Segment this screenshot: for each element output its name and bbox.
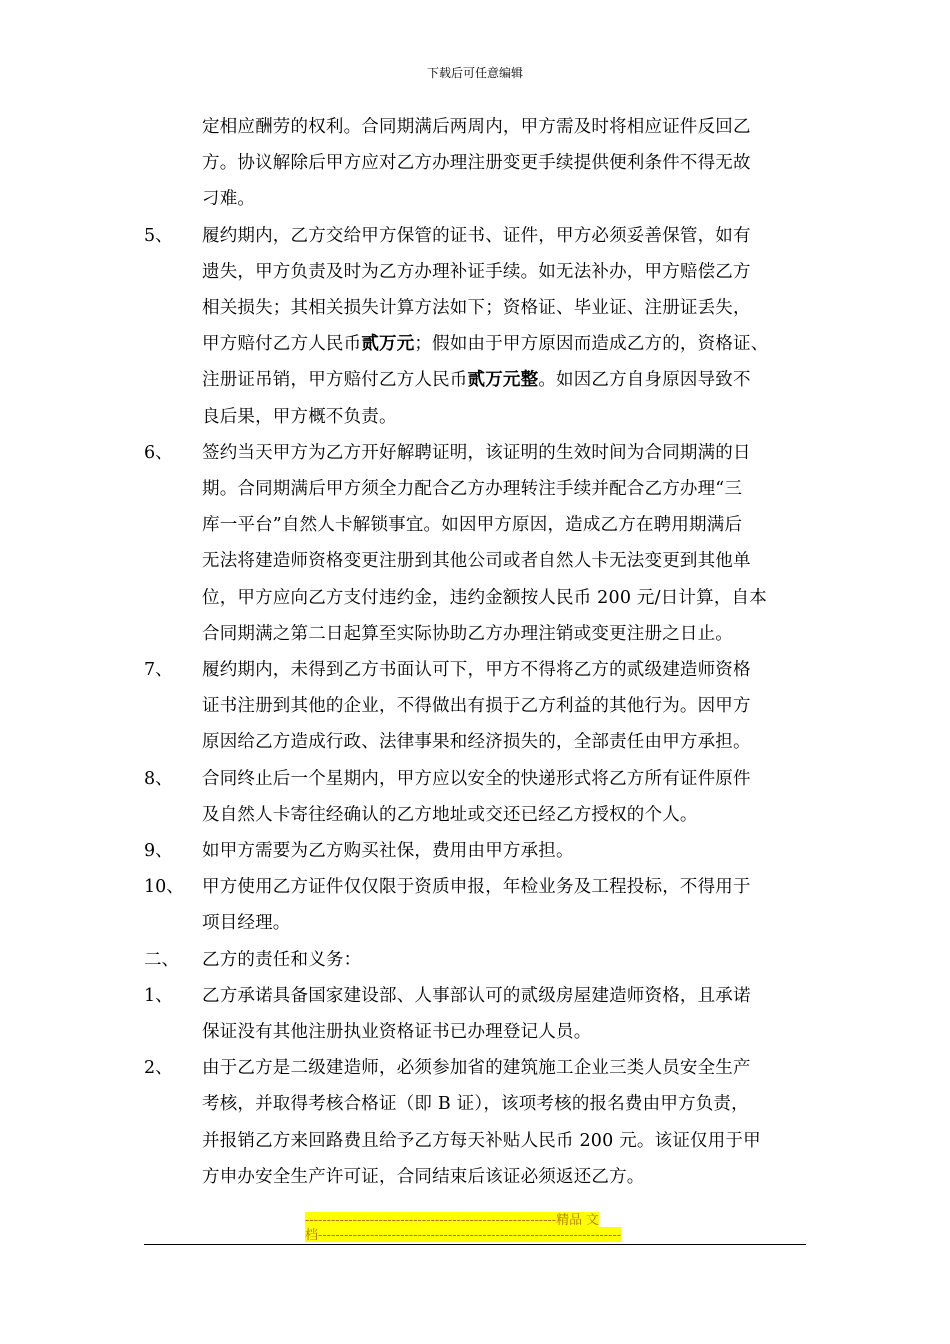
item-line: 及自然人卡寄往经确认的乙方地址或交还已经乙方授权的个人。 — [202, 804, 698, 825]
item-number: 10、 — [144, 877, 184, 898]
item-line: 考核，并取得考核合格证（即 B 证），该项考核的报名费由甲方负责， — [202, 1094, 749, 1115]
intro-line: 定相应酬劳的权利。合同期满后两周内，甲方需及时将相应证件反回乙 — [202, 117, 751, 137]
footer-divider — [144, 1244, 806, 1245]
footer-watermark-line1: ----------------------------------------------------------精品 文 — [305, 1212, 599, 1227]
item-number: 2、 — [144, 1058, 173, 1079]
item-line: 合同期满之第二日起算至实际协助乙方办理注销或变更注册之日止。 — [202, 623, 733, 644]
item-line: 期。合同期满后甲方须全力配合乙方办理转注手续并配合乙方办理“三 — [202, 479, 743, 499]
compensation-amount: 贰万元 — [361, 334, 415, 355]
footer-watermark-line2: 档---------------------------------------------------------------------- — [305, 1227, 622, 1242]
line-text: 甲方赔付乙方人民币 — [202, 334, 362, 355]
item-line: 甲方使用乙方证件仅仅限于资质申报，年检业务及工程投标，不得用于 — [202, 877, 751, 898]
item-line: 证书注册到其他的企业，不得做出有损于乙方利益的其他行为。因甲方 — [202, 696, 751, 717]
line-text: 注册证吊销，甲方赔付乙方人民币 — [202, 370, 468, 391]
item-line: 无法将建造师资格变更注册到其他公司或者自然人卡无法变更到其他单 — [202, 551, 751, 572]
item-line: 签约当天甲方为乙方开好解聘证明，该证明的生效时间为合同期满的日 — [202, 442, 751, 463]
intro-line: 方。协议解除后甲方应对乙方办理注册变更手续提供便利条件不得无故 — [202, 153, 751, 174]
item-line: 合同终止后一个星期内，甲方应以安全的快递形式将乙方所有证件原件 — [202, 768, 751, 789]
compensation-amount: 贰万元整 — [467, 370, 539, 391]
item-line: 相关损失；其相关损失计算方法如下；资格证、毕业证、注册证丢失， — [202, 298, 751, 318]
item-line: 方申办安全生产许可证，合同结束后该证必须返还乙方。 — [202, 1166, 645, 1187]
item-line: 库一平台”自然人卡解锁事宜。如因甲方原因，造成乙方在聘用期满后 — [202, 515, 743, 536]
item-line: 遗失，甲方负责及时为乙方办理补证手续。如无法补办，甲方赔偿乙方 — [202, 261, 751, 282]
item-line: 良后果，甲方概不负责。 — [202, 406, 397, 427]
line-text: 。如因乙方自身原因导致不 — [538, 370, 751, 391]
line-text: ；假如由于甲方原因而造成乙方的，资格证、 — [414, 334, 769, 355]
item-number: 9、 — [144, 841, 173, 861]
page-header: 下载后可任意编辑 — [426, 66, 523, 80]
item-line: 如甲方需要为乙方购买社保，费用由甲方承担。 — [202, 841, 574, 861]
intro-line: 刁难。 — [202, 189, 256, 210]
item-line: 履约期内，未得到乙方书面认可下，甲方不得将乙方的贰级建造师资格 — [202, 660, 751, 680]
item-number: 6、 — [144, 442, 173, 463]
item-line: 原因给乙方造成行政、法律事果和经济损失的，全部责任由甲方承担。 — [202, 732, 751, 753]
item-number: 7、 — [144, 660, 173, 680]
item-line: 履约期内，乙方交给甲方保管的证书、证件，甲方必须妥善保管，如有 — [202, 225, 751, 246]
item-line: 项目经理。 — [202, 913, 291, 934]
item-number: 二、 — [144, 949, 179, 970]
item-line-with-amount — [202, 366, 812, 391]
item-line: 并报销乙方来回路费且给予乙方每天补贴人民币 200 元。该证仅用于甲 — [202, 1130, 761, 1151]
item-number: 1、 — [144, 985, 173, 1006]
item-line: 保证没有其他注册执业资格证书已办理登记人员。 — [202, 1022, 592, 1042]
item-line: 乙方承诺具备国家建设部、人事部认可的贰级房屋建造师资格，且承诺 — [202, 985, 751, 1006]
item-number: 5、 — [144, 225, 173, 246]
item-line-with-amount — [202, 330, 812, 355]
item-line: 位，甲方应向乙方支付违约金，违约金额按人民币 200 元/日计算，自本 — [202, 587, 767, 608]
item-number: 8、 — [144, 768, 173, 789]
item-line: 乙方的责任和义务： — [202, 949, 362, 970]
item-line: 由于乙方是二级建造师，必须参加省的建筑施工企业三类人员安全生产 — [202, 1058, 751, 1079]
